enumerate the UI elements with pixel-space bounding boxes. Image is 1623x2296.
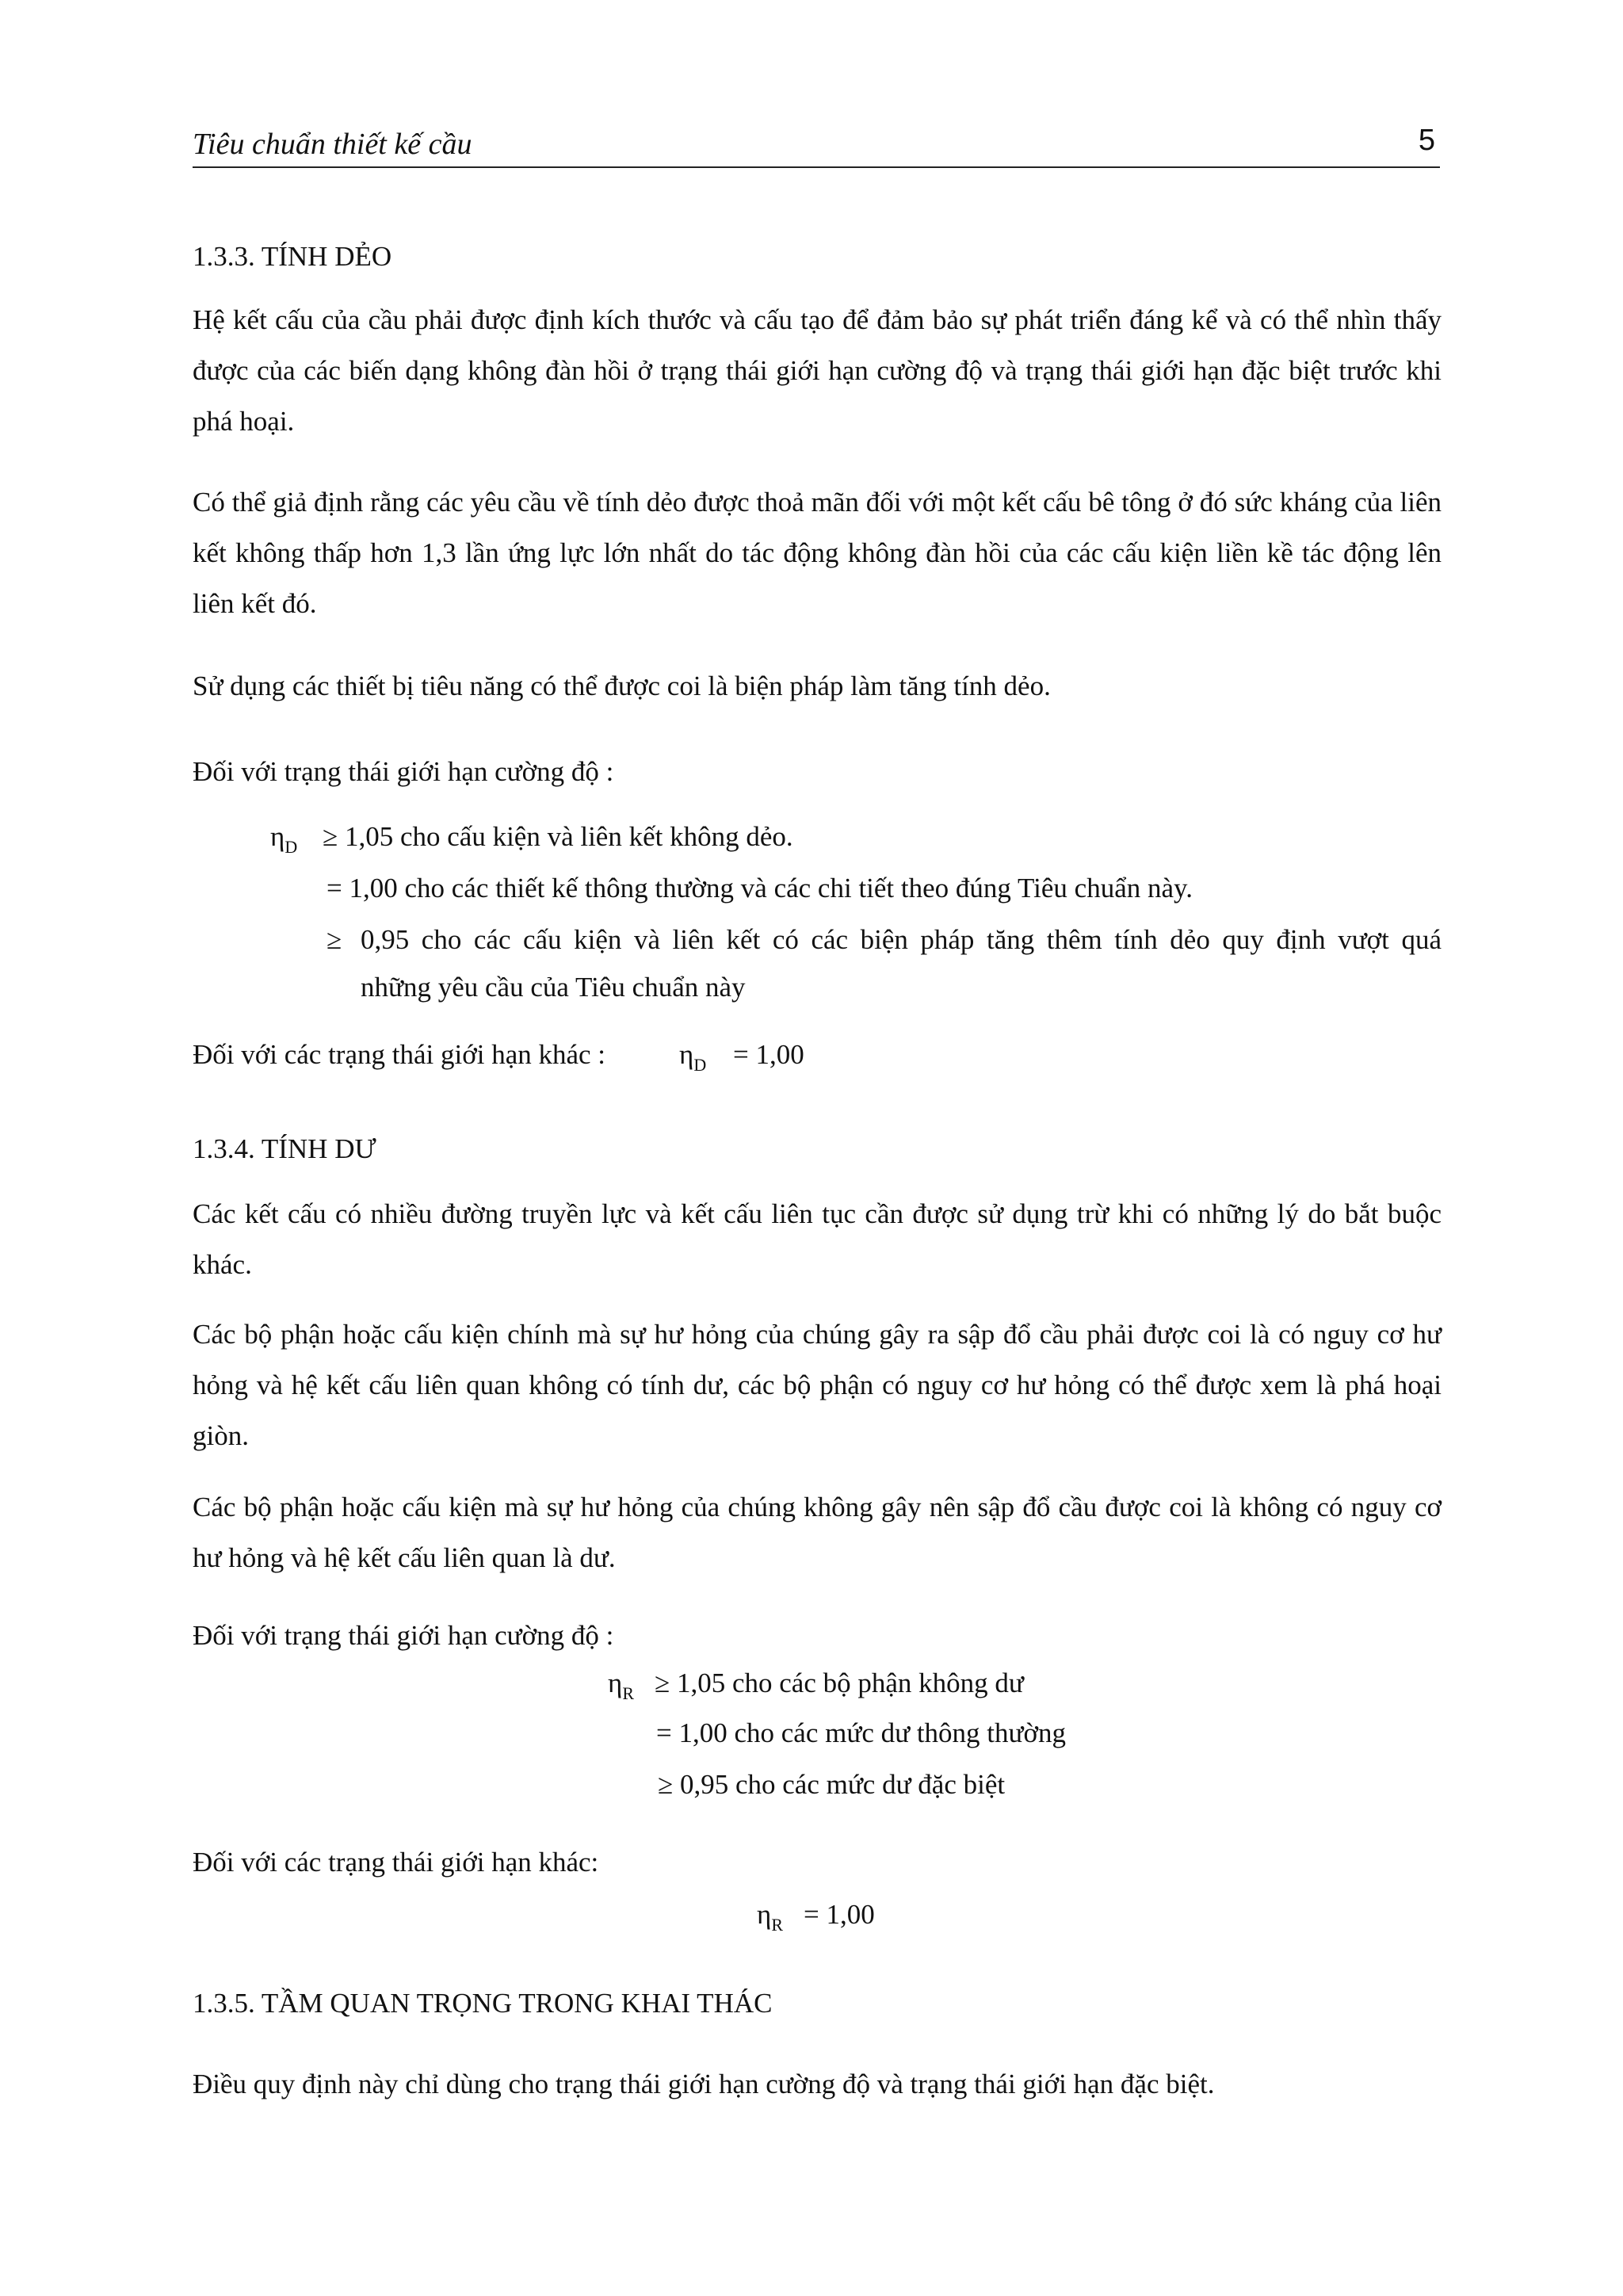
eta-subscript: R — [771, 1915, 783, 1935]
section-heading-1-3-4: 1.3.4. TÍNH DƯ — [193, 1133, 376, 1164]
equation-line: 0,95 cho các cấu kiện và liên kết có các biện pháp tăng thêm tính dẻo quy định vượt quá — [361, 924, 1442, 955]
section-heading-1-3-3: 1.3.3. TÍNH DẺO — [193, 241, 392, 272]
eta-subscript: D — [693, 1055, 707, 1075]
paragraph: Hệ kết cấu của cầu phải được định kích thước và cấu tạo để đảm bảo sự phát triển đáng kể và có thể nhìn thấy được của các biến dạng không đàn hồi ở trạng thái giới hạn cường độ và trạng thái giới hạn đặc biệt trước khi phá hoại. — [193, 304, 1442, 437]
eta-symbol: η — [270, 821, 285, 852]
paragraph: Các bộ phận hoặc cấu kiện mà sự hư hỏng của chúng không gây nên sập đổ cầu được coi là không có nguy cơ hư hỏng và hệ kết cấu liên quan là dư. — [193, 1492, 1442, 1573]
equation-line: = 1,00 — [733, 1039, 804, 1070]
equation-line: ≥ 1,05 cho cấu kiện và liên kết không dẻo. — [323, 821, 793, 852]
eta-r-symbol — [757, 1899, 783, 1935]
paragraph: Các kết cấu có nhiều đường truyền lực và kết cấu liên tục cần được sử dụng trừ khi có những lý do bắt buộc khác. — [193, 1198, 1442, 1280]
equation-line: = 1,00 — [804, 1899, 875, 1930]
page-header — [193, 120, 1440, 168]
equation-line: = 1,00 cho các mức dư thông thường — [656, 1717, 1067, 1748]
paragraph: Đối với các trạng thái giới hạn khác: — [193, 1847, 599, 1878]
equation-line: ≥ 1,05 cho các bộ phận không dư — [655, 1668, 1024, 1698]
eta-subscript: R — [622, 1683, 634, 1703]
eta-subscript: D — [285, 837, 298, 857]
header-title: Tiêu chuẩn thiết kế cầu — [193, 128, 472, 161]
paragraph: Đối với các trạng thái giới hạn khác : — [193, 1039, 606, 1070]
paragraph: Có thể giả định rằng các yêu cầu về tính dẻo được thoả mãn đối với một kết cấu bê tông ở đó sức kháng của liên kết không thấp hơn 1,3 lần ứng lực lớn nhất do tác động không đàn hồi của các cấu kiện liền kề tác động lên liên kết đó. — [193, 487, 1442, 619]
equation-line: những yêu cầu của Tiêu chuẩn này — [361, 972, 746, 1003]
eta-d-symbol — [679, 1039, 707, 1075]
paragraph: Sử dụng các thiết bị tiêu năng có thể được coi là biện pháp làm tăng tính dẻo. — [193, 670, 1051, 701]
eta-symbol: η — [608, 1668, 623, 1698]
equation-symbol: ≥ — [327, 924, 342, 955]
eta-symbol: η — [757, 1899, 772, 1930]
equation-line: = 1,00 cho các thiết kế thông thường và các chi tiết theo đúng Tiêu chuẩn này. — [327, 873, 1193, 904]
eta-d-symbol — [270, 821, 298, 857]
section-heading-1-3-5: 1.3.5. TẦM QUAN TRỌNG TRONG KHAI THÁC — [193, 1988, 773, 2019]
equation-line: ≥ 0,95 cho các mức dư đặc biệt — [658, 1769, 1006, 1800]
eta-r-symbol — [608, 1668, 634, 1703]
paragraph: Các bộ phận hoặc cấu kiện chính mà sự hư hỏng của chúng gây ra sập đổ cầu phải được coi là có nguy cơ hư hỏng và hệ kết cấu liên quan không có tính dư, các bộ phận có nguy cơ hư hỏng có thể được xem là phá hoại giòn. — [193, 1319, 1442, 1451]
paragraph: Đối với trạng thái giới hạn cường độ : — [193, 1620, 614, 1651]
page-number: 5 — [1418, 124, 1435, 157]
paragraph: Điều quy định này chỉ dùng cho trạng thái giới hạn cường độ và trạng thái giới hạn đặc biệt. — [193, 2069, 1215, 2099]
eta-symbol: η — [679, 1039, 694, 1070]
paragraph: Đối với trạng thái giới hạn cường độ : — [193, 756, 614, 787]
